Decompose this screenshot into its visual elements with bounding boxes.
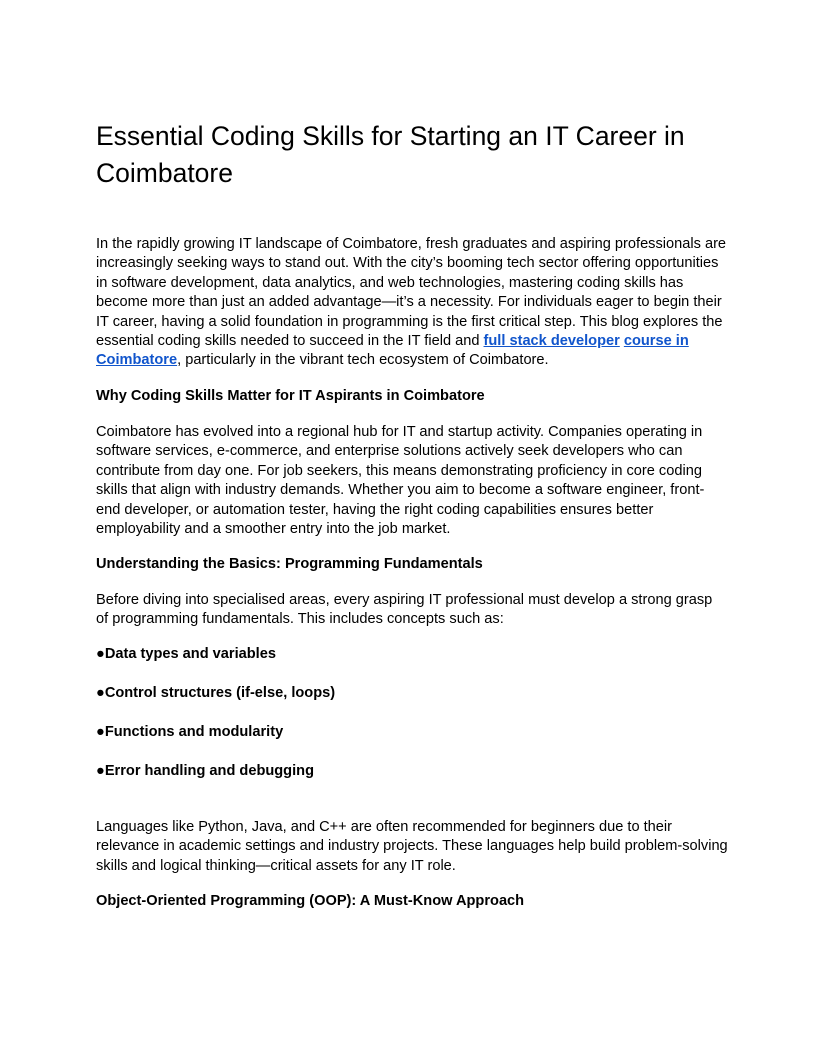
heading-oop: Object-Oriented Programming (OOP): A Must-Know Approach (96, 893, 525, 909)
paragraph-programming-fundamentals: Before diving into specialised areas, every aspiring IT professional must develop a strong grasp of programming fundamentals. This includes concepts such as: (96, 592, 713, 628)
bullet-control-structures: ●Control structures (if-else, loops) (96, 685, 336, 701)
paragraph-why-coding-skills: Coimbatore has evolved into a regional hub for IT and startup activity. Companies operating in software services, e-commerce, and enterprise solutions actively seek developers who can contribute from day one. For job seekers, this means demonstrating proficiency in core coding skills that align with industry demands. Whether you aim to become a software engineer, front-end developer, or automation tester, having the right coding capabilities ensures better employability and a smoother entry into the job market. (96, 424, 705, 538)
bullet-functions: ●Functions and modularity (96, 724, 284, 740)
heading-programming-fundamentals: Understanding the Basics: Programming Fundamentals (96, 556, 483, 572)
paragraph-languages: Languages like Python, Java, and C++ are often recommended for beginners due to their relevance in academic settings and industry projects. These languages help build problem-solving skills and logical thinking—critical assets for any IT role. (96, 819, 728, 874)
document-title: Essential Coding Skills for Starting an IT Career in Coimbatore (96, 121, 685, 188)
full-stack-developer-link[interactable]: full stack developer (483, 333, 620, 350)
bullet-error-handling: ●Error handling and debugging (96, 763, 314, 779)
bullet-data-types: ●Data types and variables (96, 646, 276, 662)
course-in-coimbatore-link[interactable]: course in Coimbatore (96, 333, 689, 369)
intro-text-before: In the rapidly growing IT landscape of Coimbatore, fresh graduates and aspiring professionals are increasingly seeking ways to stand out. With the city’s booming tech sector offering opportunities in software development, data analytics, and web technologies, mastering coding skills has become more than just an added advantage—it’s a necessity. For individuals eager to begin their IT career, having a solid foundation in programming is the first critical step. This blog explores the essential coding skills needed to succeed in the IT field and (96, 236, 727, 350)
intro-text-after: , particularly in the vibrant tech ecosystem of Coimbatore. (177, 352, 549, 369)
intro-paragraph (96, 235, 728, 371)
heading-why-coding-skills: Why Coding Skills Matter for IT Aspirants in Coimbatore (96, 388, 485, 404)
